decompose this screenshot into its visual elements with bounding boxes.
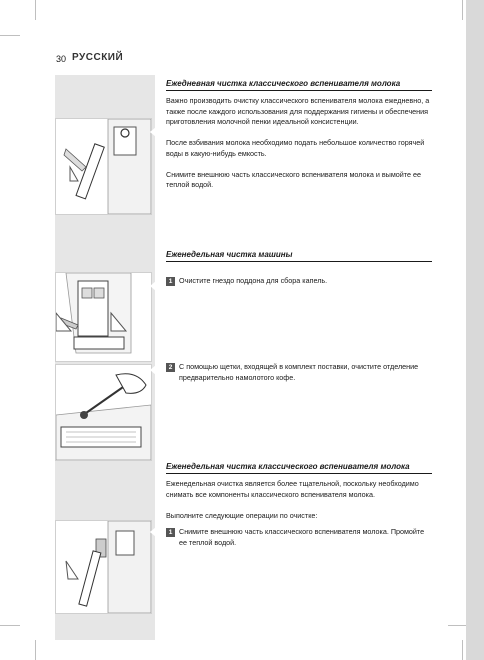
section-weekly-frother-text bbox=[166, 479, 434, 532]
section-rule bbox=[166, 261, 432, 262]
page-number: 30 bbox=[56, 54, 67, 64]
illustration-pointer bbox=[150, 360, 162, 380]
step-weekly-machine-2 bbox=[166, 362, 434, 383]
illustration-frother-weekly bbox=[55, 520, 152, 614]
paragraph: Еженедельная очистка является более тщательной, поскольку необходимо снимать все компоненты классического вспенивателя молока. bbox=[166, 479, 419, 499]
crop-mark bbox=[462, 0, 463, 20]
paragraph: После взбивания молока необходимо подать небольшое количество горячей воды в какую-нибудь емкость. bbox=[166, 138, 425, 158]
page-edge-band bbox=[466, 0, 484, 660]
section-title-daily-frother: Ежедневная чистка классического вспенивателя молока bbox=[166, 79, 401, 88]
crop-mark bbox=[35, 640, 36, 660]
illustration-pointer bbox=[150, 522, 162, 542]
illustration-drip-tray bbox=[55, 272, 152, 362]
illustration-pointer bbox=[150, 276, 162, 296]
section-daily-frother-text bbox=[166, 96, 434, 201]
step-text: С помощью щетки, входящей в комплект поставки, очистите отделение предварительно намолотого кофе. bbox=[179, 362, 419, 382]
paragraph: Снимите внешнюю часть классического вспенивателя молока и вымойте ее теплой водой. bbox=[166, 169, 421, 189]
step-text: Снимите внешнюю часть классического вспенивателя молока. Промойте ее теплой водой. bbox=[179, 527, 425, 547]
language-heading: РУССКИЙ bbox=[72, 52, 124, 63]
illustration-brush-cleaning bbox=[55, 364, 152, 461]
section-rule bbox=[166, 90, 432, 91]
step-weekly-frother-1 bbox=[166, 527, 434, 548]
step-number: 1 bbox=[166, 277, 175, 286]
crop-mark bbox=[462, 640, 463, 660]
crop-mark bbox=[448, 625, 466, 626]
step-text: Очистите гнездо поддона для сбора капель. bbox=[179, 276, 328, 285]
crop-mark bbox=[0, 35, 20, 36]
section-title-weekly-frother: Еженедельная чистка классического вспенивателя молока bbox=[166, 462, 410, 471]
paragraph: Важно производить очистку классического вспенивателя молока ежедневно, а также после каждого использования для поддержания гигиены и обеспечения приготовления молочной пенки идеальной консистенции. bbox=[166, 96, 430, 126]
section-title-weekly-machine: Еженедельная чистка машины bbox=[166, 250, 293, 259]
section-rule bbox=[166, 473, 432, 474]
step-weekly-machine-1 bbox=[166, 276, 434, 287]
illustration-pointer bbox=[150, 122, 162, 142]
step-number: 1 bbox=[166, 528, 175, 537]
illustration-frother-removal bbox=[55, 118, 152, 215]
paragraph: Выполните следующие операции по очистке: bbox=[166, 510, 318, 520]
crop-mark bbox=[35, 0, 36, 20]
step-number: 2 bbox=[166, 363, 175, 372]
crop-mark bbox=[0, 625, 20, 626]
